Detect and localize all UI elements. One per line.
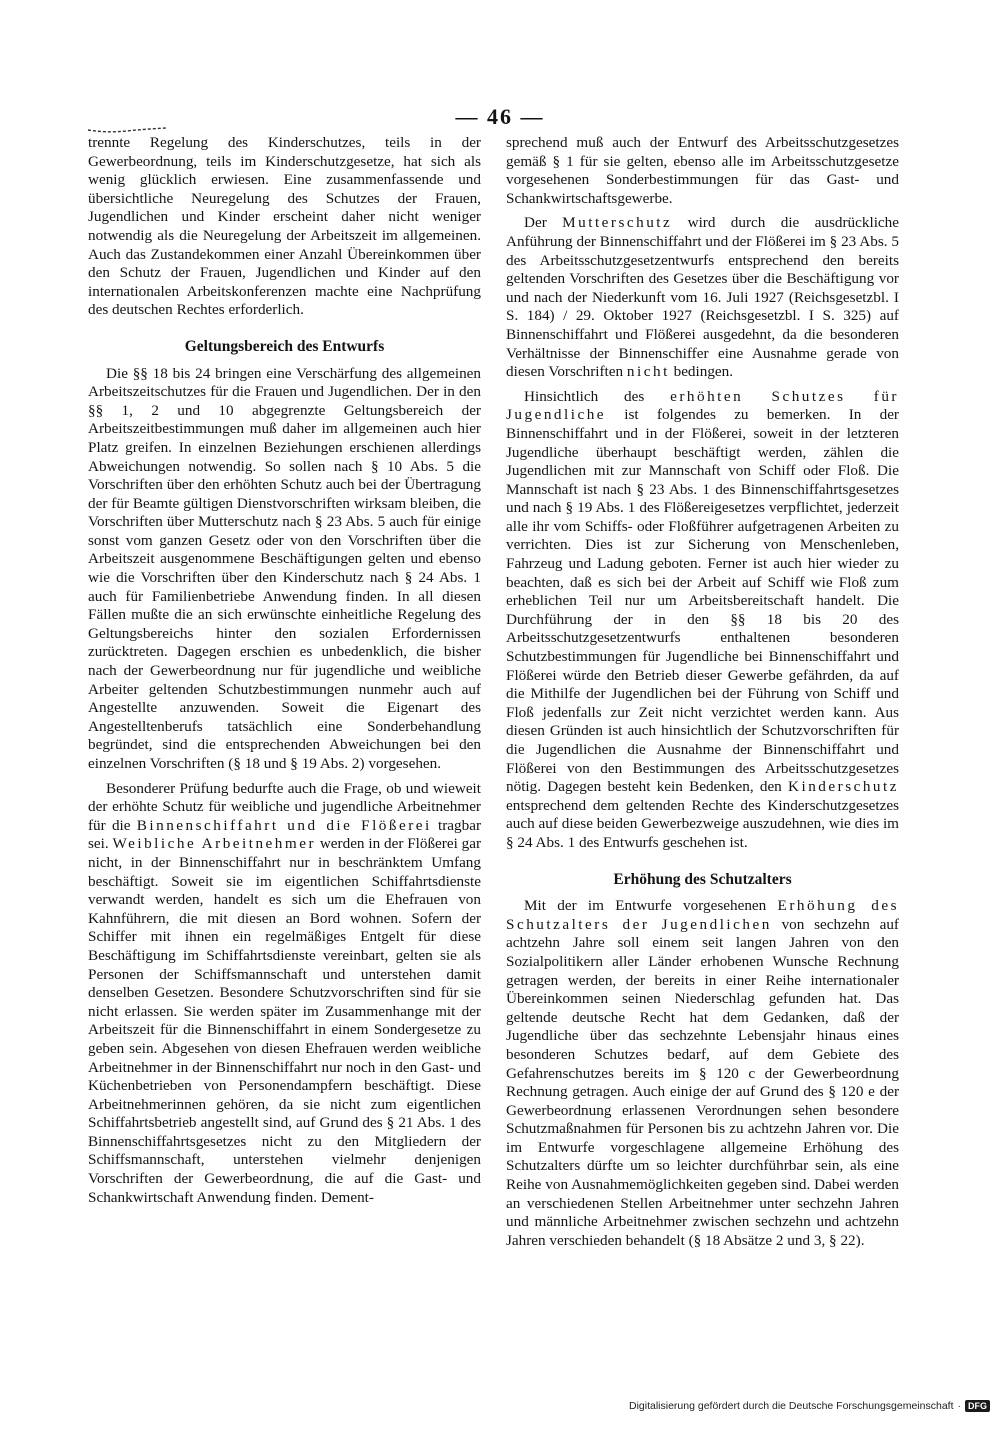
text-run: bedingen. [669, 363, 734, 381]
paragraph [506, 214, 899, 381]
spaced-emphasis: Erhöhung des Schutzalters der Jugendlichen [506, 897, 899, 933]
spaced-emphasis: Binnenschiffahrt und die Flößerei [136, 816, 432, 834]
spaced-emphasis: Weibliche Arbeitnehmer [112, 835, 317, 853]
paragraph [88, 780, 481, 1208]
text-run: werden in der Flößerei gar nicht, in der Binnenschiffahrt nur in beschränktem Umfang beschäftigt. Soweit sie im eigentlichen Schiffahrtsdienste verwandt werden, handelt es sich um die Ehefrauen von Kahnführern, die mit diesen an Bord wohnen. Sofern der Schiffer mit ihnen ein regelmäßiges Entgelt für diese Beschäftigung im Schiffahrtsdienste vereinbart, gelten sie als Personen der Schiffsmannschaft und unterstehen damit denselben Gesetzen. Besondere Schutzvorschriften sind für sie nicht erlassen. Sie werden später im Zusammenhange mit der Arbeitszeit für die Binnenschiffahrt in einem Sondergesetze zu geben sein. Abgesehen von diesen Ehefrauen werden weibliche Arbeitnehmer in der Binnenschiffahrt nur noch in den Gast- und Küchenbetrieben von Personendampfern beschäftigt. Diese Arbeitnehmerinnen gehören, da sie nicht zum eigentlichen Schiffahrtsbetrieb angestellt sind, auf Grund des § 21 Abs. 1 des Binnenschiffahrtsgesetzes nicht zu den Mitgliedern der Schiffsmannschaft, unterstehen vielmehr denjenigen Vorschriften der Gewerbeordnung, die auf die Gast- und Schankwirtschaft Anwendung finden. Dement- [88, 835, 482, 1206]
text-run: entsprechend dem geltenden Rechte des Kinderschutzgesetzes auch auf diese beiden Gewerbezweige auszudehnen, wie dies im § 24 Abs. 1 des Entwurfs geschehen ist. [506, 796, 899, 851]
page-number: — 46 — [455, 104, 545, 129]
text-run: Hinsichtlich des [524, 387, 671, 405]
pencil-mark [86, 126, 168, 134]
dfg-logo: DFG [965, 1400, 990, 1412]
spaced-emphasis: Kinderschutz [788, 778, 899, 796]
separator-dot: · [957, 1400, 961, 1412]
text-run: wird durch die ausdrückliche Anführung der Binnenschiffahrt und der Flößerei im § 23 Abs. 5 des Arbeitsschutzgesetzentwurfs entsprechend den bereits geltenden Vorschriften des Gesetzes über die Beschäftigung vor und nach der Niederkunft vom 16. Juli 1927 (Reichsgesetzbl. I S. 184) / 29. Oktober 1927 (Reichsgesetzbl. I S. 325) auf Binnenschiffahrt und Flößerei ausgedehnt, da die besonderen Verhältnisse der Binnenschiffer eine Ausnahme gerade von diesen Vorschriften [506, 214, 899, 381]
text-run: Der [524, 214, 563, 232]
section-heading: Geltungsbereich des Entwurfs [184, 337, 385, 355]
footer-text: Digitalisierung gefördert durch die Deutsche Forschungsgemeinschaft [628, 1400, 954, 1412]
paragraph: trennte Regelung des Kinderschutzes, teils in der Gewerbeordnung, teils im Kinderschutzgesetze, hat sich als wenig glücklich erwiesen. Eine zusammenfassende und übersichtliche Neuregelung des Schutzes der Frauen, Jugendlichen und Kinder erscheint daher nicht weniger notwendig als die Neuregelung der Arbeitszeit im allgemeinen. Auch das Zustandekommen einer Anzahl Übereinkommen über den Schutz der Frauen, Jugendlichen und Kinder auf den internationalen Arbeitskonferenzen machte eine Nachprüfung des deutschen Rechtes erforderlich. [88, 134, 481, 319]
footer-credit [629, 1400, 990, 1412]
text-run: von sechzehn auf achtzehn Jahre soll einem seit langen Jahren von den Sozialpolitikern aller Länder erhobenen Wunsche Rechnung getragen werden, der bereits in einer Reihe internationaler Übereinkommen seinen Niederschlag gefunden hat. Das geltende deutsche Recht hat dem Gedanken, daß der Jugendliche über das sechzehnte Lebensjahr hinaus eines besonderen Schutzes bedarf, auf dem Gebiete des Gefahrenschutzes bereits im § 120 c der Gewerbeordnung Rechnung getragen. Auch einige der auf Grund des § 120 e der Gewerbeordnung erlassenen Verordnungen sehen besondere Schutzmaßnahmen für Personen bis zu achtzehn Jahren vor. Die im Entwurfe vorgeschlagene allgemeine Erhöhung des Schutzalters dürfte um so leichter durchführbar sein, als eine Reihe von Ausnahmemöglichkeiten gegeben sind. Dabei werden an verschiedenen Stellen Arbeitnehmer unter sechzehn Jahren und männliche Arbeitnehmer zwischen sechzehn und achtzehn Jahren verschieden behandelt (§ 18 Absätze 2 und 3, § 22). [506, 915, 899, 1249]
spaced-emphasis: nicht [626, 363, 670, 381]
text-run: Mit der im Entwurfe vorgesehenen [524, 897, 778, 915]
paragraph [506, 388, 899, 853]
spaced-emphasis: Mutterschutz [562, 214, 673, 232]
spaced-emphasis: erhöhten Schutzes für Jugendliche [506, 387, 899, 424]
text-run: tragbar sei. [88, 816, 481, 853]
paragraph: Die §§ 18 bis 24 bringen eine Verschärfung des allgemeinen Arbeitszeitschutzes für die Frauen und Jugendlichen. Der in den §§ 1, 2 und 10 abgegrenzte Geltungsbereich der Arbeitszeitbestimmungen muß daher im allgemeinen auch hier Platz greifen. In einzelnen Beziehungen erschienen allerdings Abweichungen notwendig. So sollen nach § 10 Abs. 5 die Vorschriften über den erhöhten Schutz auch bei der Übertragung der für Beamte gültigen Dienstvorschriften wirksam bleiben, die Vorschriften über Mutterschutz nach § 23 Abs. 5 auch für einige sonst vom ganzen Gesetz oder von den Vorschriften über die Arbeitszeit ausgenommene Beschäftigungen gelten und ebenso wie die Vorschriften über den Kinderschutz nach § 24 Abs. 1 auch für Familienbetriebe Anwendung finden. In all diesen Fällen mußte die an sich erwünschte einheitliche Regelung des Geltungsbereichs hinter den sozialen Erfordernissen zurücktreten. Dagegen erschien es unbedenklich, die bisher nach der Gewerbeordnung nur für jugendliche und weibliche Arbeiter geltenden Schutzbestimmungen nunmehr auch auf Angestellte anzuwenden. Soweit die Eigenart des Angestelltenberufs tatsächlich eine Sonderbehandlung begründet, sind die entsprechenden Abweichungen bei den einzelnen Vorschriften (§ 18 und § 19 Abs. 2) vorgesehen. [88, 364, 481, 772]
paragraph: sprechend muß auch der Entwurf des Arbeitsschutzgesetzes gemäß § 1 für sie gelten, ebenso alle im Arbeitsschutzgesetze vorgesehenen Sonderbestimmungen für das Gast- und Schankwirtschaftsgewerbe. [506, 134, 899, 207]
section-heading: Erhöhung des Schutzalters [613, 870, 792, 888]
text-run: Besonderer Prüfung bedurfte auch die Frage, ob und wieweit der erhöhte Schutz für weibliche und jugendliche Arbeitnehmer für die [88, 779, 481, 834]
right-column [506, 134, 899, 1256]
paragraph [506, 897, 899, 1250]
text-run: ist folgendes zu bemerken. In der Binnenschiffahrt und in der Flößerei, soweit in der letzteren Jugendliche überhaupt beschäftigt werden, zählen die Jugendlichen mit zur Mannschaft von Schiff oder Floß. Die Mannschaft ist nach § 23 Abs. 1 des Binnenschiffahrtsgesetzes und nach § 19 Abs. 1 des Flößereigesetzes verpflichtet, jederzeit alle ihr vom Schiffs- oder Floßführer aufgetragenen Arbeiten zu verrichten. Dies ist zur Sicherung von Menschenleben, Fahrzeug und Ladung geboten. Ferner ist auch hier wieder zu beachten, daß es sich bei der Arbeit auf Schiff wie Floß zum erheblichen Teil nur um Arbeitsbereitschaft handelt. Die Durchführung der in den §§ 18 bis 20 des Arbeitsschutzgesetzentwurfs enthaltenen besonderen Schutzbestimmungen für Jugendliche bei Binnenschiffahrt und Flößerei würde den Betrieb dieser Gewerbe gefährden, da auf die Mithilfe der Jugendlichen bei der Führung von Schiff und Floß jedenfalls zur Zeit nicht verzichtet werden kann. Aus diesen Gründen ist auch hinsichtlich der Schutzvorschriften für die Jugendlichen die Ausnahme der Binnenschiffahrt und Flößerei von den Bestimmungen des Arbeitsschutzgesetzes nötig. Dagegen besteht kein Bedenken, den [506, 406, 899, 796]
left-column [88, 134, 481, 1213]
